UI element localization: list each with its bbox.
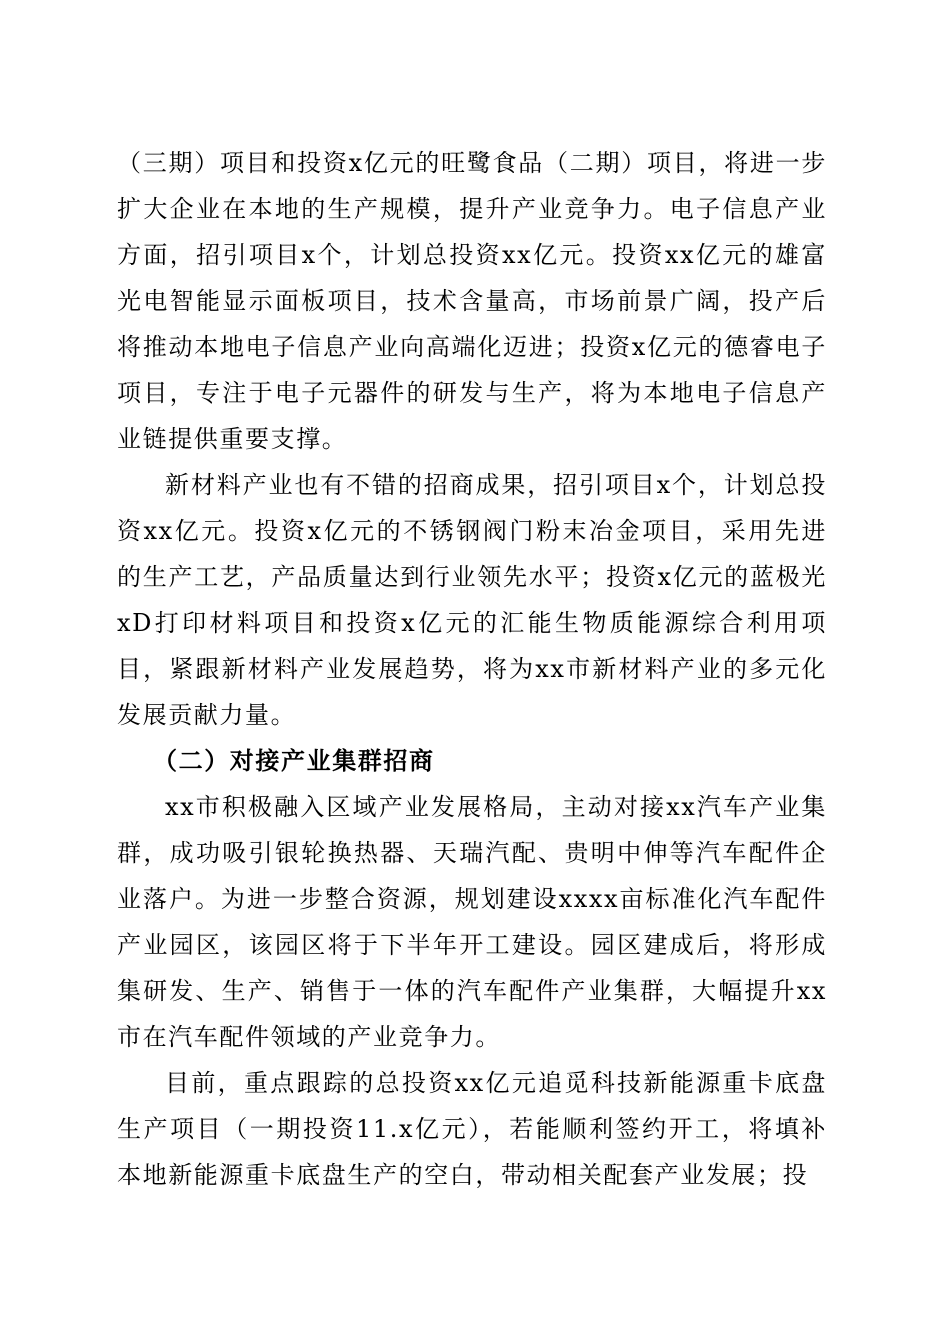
paragraph-industry-cluster: xx市积极融入区域产业发展格局，主动对接xx汽车产业集群，成功吸引银轮换热器、天瑞汽配、贵明中伸等汽车配件企业落户。为进一步整合资源，规划建设xxxx亩标准化汽车配件产业园区，该园区将于下半年开工建设。园区建成后，将形成集研发、生产、销售于一体的汽车配件产业集群，大幅提升xx市在汽车配件领域的产业竞争力。 [117,793,827,1051]
paragraph-key-tracking: 目前，重点跟踪的总投资xx亿元追觅科技新能源重卡底盘生产项目（一期投资11.x亿元），若能顺利签约开工，将填补本地新能源重卡底盘生产的空白，带动相关配套产业发展；投 [117,1069,827,1189]
paragraph-new-materials: 新材料产业也有不错的招商成果，招引项目x个，计划总投资xx亿元。投资x亿元的不锈钢阀门粉末冶金项目，采用先进的生产工艺，产品质量达到行业领先水平；投资x亿元的蓝极光xD打印材料项目和投资x亿元的汇能生物质能源综合利用项目，紧跟新材料产业发展趋势，将为xx市新材料产业的多元化发展贡献力量。 [117,471,827,729]
section-heading: （二）对接产业集群招商 [153,746,435,775]
document-body [117,140,827,1198]
paragraph-continued: （三期）项目和投资x亿元的旺鹭食品（二期）项目，将进一步扩大企业在本地的生产规模，提升产业竞争力。电子信息产业方面，招引项目x个，计划总投资xx亿元。投资xx亿元的雄富光电智能显示面板项目，技术含量高，市场前景广阔，投产后将推动本地电子信息产业向高端化迈进；投资x亿元的德睿电子项目，专注于电子元器件的研发与生产，将为本地电子信息产业链提供重要支撑。 [117,149,827,453]
